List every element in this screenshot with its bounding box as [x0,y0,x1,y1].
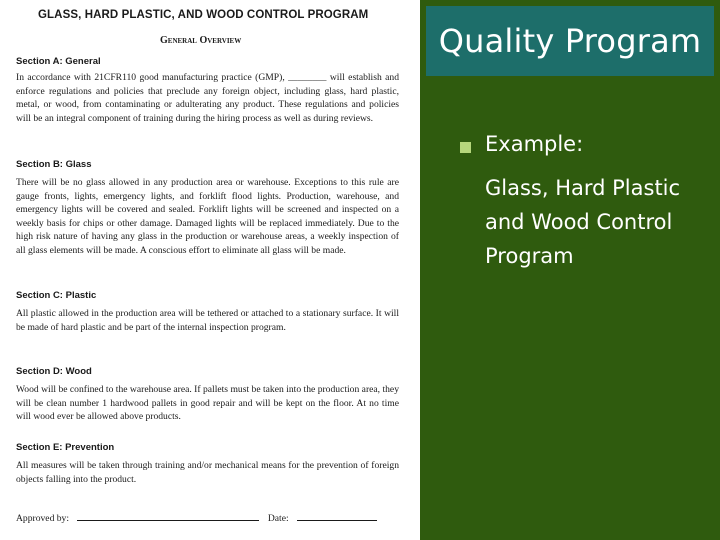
document-subtitle: General Overview [160,35,242,46]
section-b-body: There will be no glass allowed in any production area or warehouse. Exceptions to this rule are gauge fronts, lights, emergency lights, and forklift flood lights. Production, warehouse, and emergency lights will be covered and sealed. Forklift lights will be screened and inspected on a weekly basis for chips or other damage. Damaged lights will be replaced immediately. Due to the high risk nature of having any glass in the production or warehouse areas, a weekly inspection of all glass elements will be made. A conscious effort to eliminate all glass will be made. [16,177,399,256]
section-c-body: All plastic allowed in the production area will be tethered or attached to a stationary surface. It will be made of hard plastic and be part of the internal inspection program. [16,308,399,333]
document-title: GLASS, HARD PLASTIC, AND WOOD CONTROL PROGRAM [38,9,369,21]
section-b-heading: Section B: Glass [16,159,92,170]
slide-title-box [426,6,714,76]
section-e-heading: Section E: Prevention [16,442,115,453]
section-d-heading: Section D: Wood [16,366,92,377]
date-blank [297,511,377,521]
approved-by-label: Approved by: [16,513,70,524]
slide-title: Quality Program [438,22,702,60]
section-a-body: In accordance with 21CFR110 good manufacturing practice (GMP), ________ will establish and enforce regulations and policies that preclude any foreign object, including glass, hard plastic, metal, or wood, from contaminating or adulterating any product. These regulations and policies will be an integral component of training during the hiring process as well as during reviews. [16,72,399,124]
slide-panel [420,0,720,540]
square-bullet-icon [460,142,471,153]
date-label: Date: [267,513,289,524]
section-c-heading: Section C: Plastic [16,290,97,301]
section-a-heading: Section A: General [16,56,101,67]
approval-line [16,511,399,524]
bullet-subtext: Glass, Hard Plastic and Wood Control Program [485,176,681,268]
section-d-body: Wood will be confined to the warehouse area. If pallets must be taken into the production area, they will be clean number 1 hardwood pallets in good repair and will be kept on the floor. At no time will wood ever be allowed above products. [16,384,399,422]
approved-by-blank [77,511,259,521]
bullet-text: Example: [485,132,584,156]
section-e-body: All measures will be taken through training and/or mechanical means for the prevention of foreign objects falling into the product. [16,460,399,485]
